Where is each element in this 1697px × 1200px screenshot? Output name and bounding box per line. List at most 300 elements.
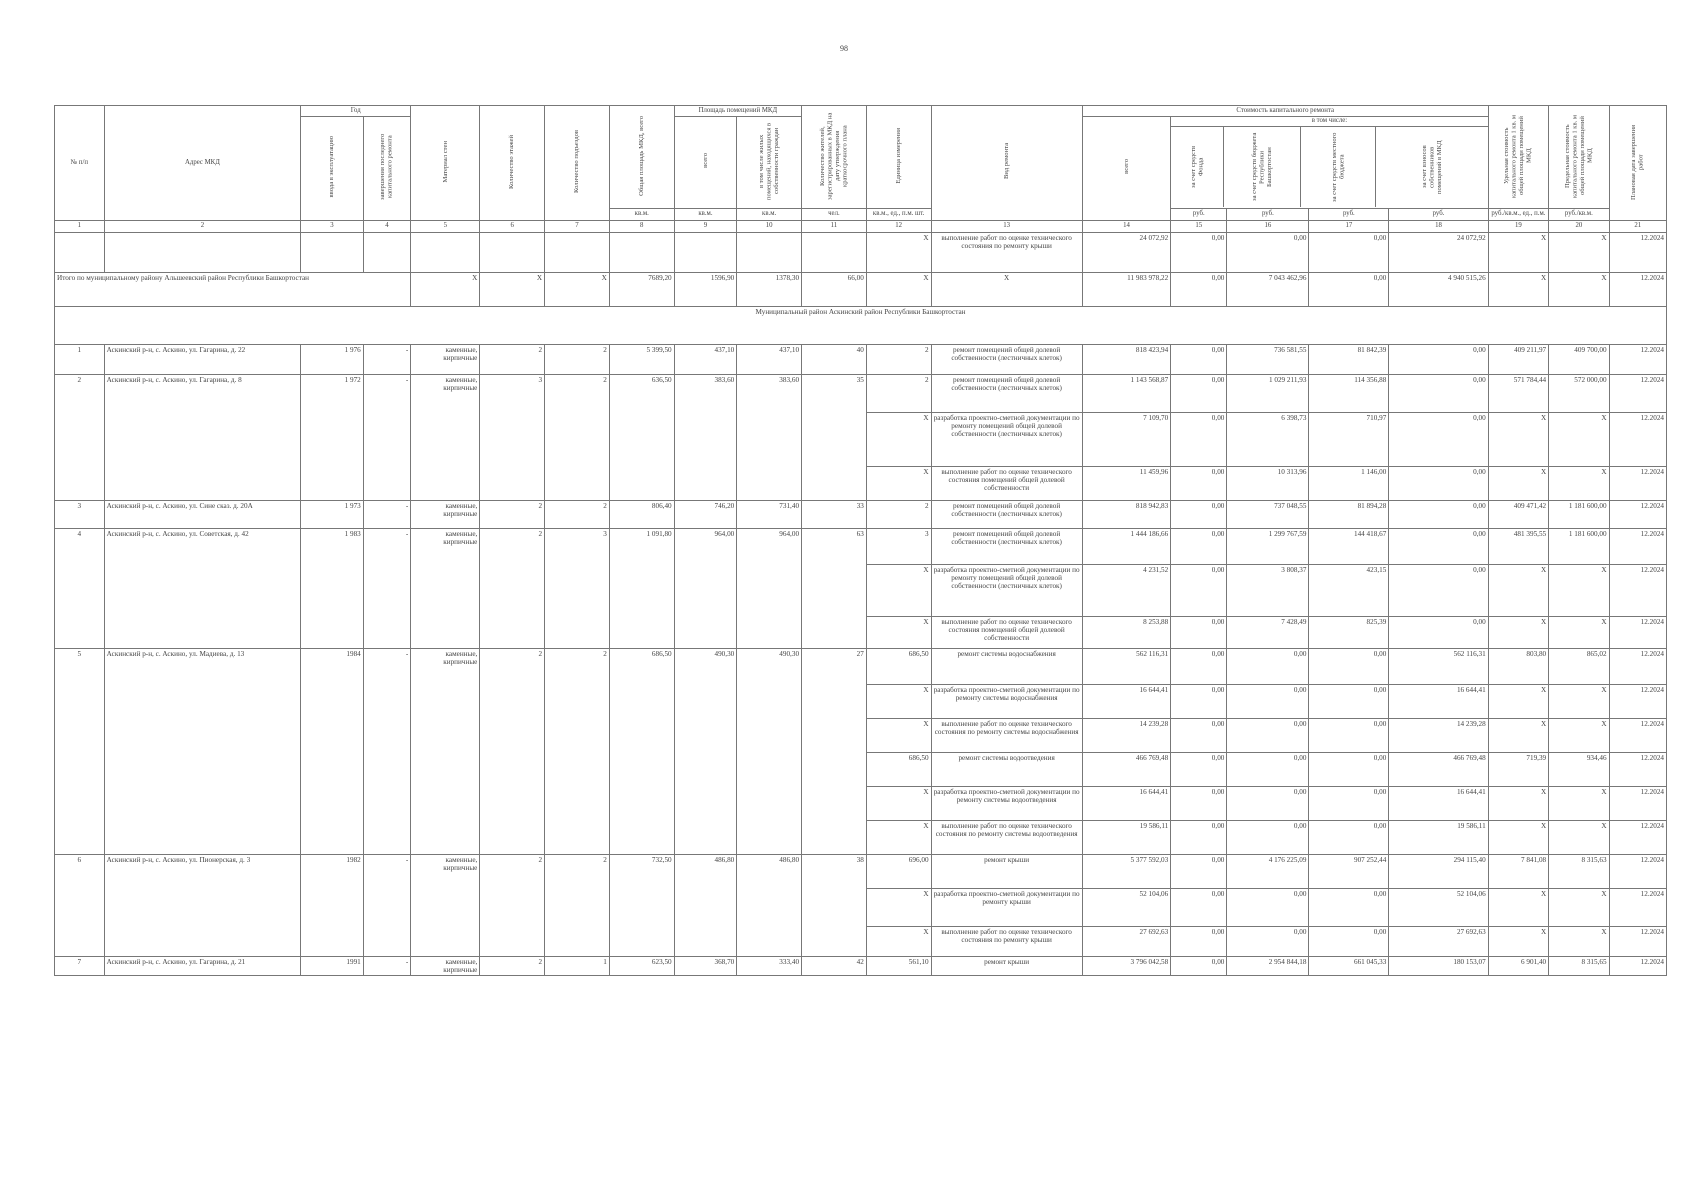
cell-max-cost: X [1549, 466, 1609, 500]
cell-entrances [545, 412, 610, 466]
cell-unit: 2 [866, 374, 931, 412]
column-number: 16 [1227, 220, 1309, 232]
cell-year-commissioning [301, 786, 364, 820]
cell-local: 0,00 [1309, 888, 1389, 926]
cell-owners: 4 940 515,26 [1389, 272, 1488, 306]
cell-total: 1 143 568,87 [1082, 374, 1171, 412]
table-row [55, 412, 1667, 466]
cell-year-commissioning: 1982 [301, 854, 364, 888]
cell-num: 4 [55, 528, 105, 564]
cell-address [104, 412, 300, 466]
cell-area-total: 437,10 [674, 344, 737, 374]
header-total-area: Общая площадь МКД, всего [637, 115, 645, 196]
cell-fund: 0,00 [1171, 232, 1227, 272]
cell-max-cost: X [1549, 820, 1609, 854]
cell-fund: 0,00 [1171, 500, 1227, 528]
cell-address: Аскинский р-н, с. Аскино, ул. Сине сказ. д. 20А [104, 500, 300, 528]
cell-unit-cost: X [1488, 232, 1548, 272]
cell-area-total [674, 786, 737, 820]
cell-work: разработка проектно-сметной документации по ремонту крыши [931, 888, 1082, 926]
column-numbers-row [55, 220, 1667, 232]
cell-residents: 66,00 [802, 272, 867, 306]
cell-local: 0,00 [1309, 718, 1389, 752]
cell-num: 6 [55, 854, 105, 888]
cell-work: ремонт крыши [931, 854, 1082, 888]
cell-year-commissioning [301, 412, 364, 466]
cell-wall [411, 820, 480, 854]
cell-year-last-repair [363, 888, 411, 926]
cell-fund: 0,00 [1171, 926, 1227, 956]
cell-unit-cost: X [1488, 564, 1548, 616]
cell-area [609, 466, 674, 500]
cell-year-commissioning [301, 616, 364, 648]
table-row [55, 564, 1667, 616]
cell-total: 3 796 042,58 [1082, 956, 1171, 976]
cell-date: 12.2024 [1609, 888, 1666, 926]
header-floors: Количество этажей [508, 134, 516, 189]
header-area-residential: в том числе жилых помещений, находящихся в собственности граждан [757, 122, 780, 200]
header-residents: Количество жителей, зарегистрированных в МКД на дату утверждения краткосрочного плана [818, 111, 849, 200]
column-number: 1 [55, 220, 105, 232]
cell-date: 12.2024 [1609, 500, 1666, 528]
cell-year-commissioning: 1984 [301, 648, 364, 684]
table-row [55, 752, 1667, 786]
cell-work: ремонт системы водоотведения [931, 752, 1082, 786]
cell-work: ремонт помещений общей долевой собственности (лестничных клеток) [931, 374, 1082, 412]
cell-address [104, 564, 300, 616]
cell-year-last-repair: - [363, 956, 411, 976]
cell-unit: X [866, 412, 931, 466]
cell-max-cost: X [1549, 412, 1609, 466]
cell-max-cost: 934,46 [1549, 752, 1609, 786]
cell-year-last-repair [363, 466, 411, 500]
cell-republic: 7 043 462,96 [1227, 272, 1309, 306]
cell-address: Аскинский р-н, с. Аскино, ул. Гагарина, д. 22 [104, 344, 300, 374]
cell-area [609, 926, 674, 956]
table-row [55, 926, 1667, 956]
cell-local: 114 356,88 [1309, 374, 1389, 412]
column-number: 19 [1488, 220, 1548, 232]
cell-area: 7689,20 [609, 272, 674, 306]
cell-area-residential: 490,30 [737, 648, 802, 684]
cell-work: выполнение работ по оценке технического состояния по ремонту крыши [931, 926, 1082, 956]
cell-year-commissioning: 1 972 [301, 374, 364, 412]
cell-entrances: 2 [545, 374, 610, 412]
cell-date: 12.2024 [1609, 466, 1666, 500]
cell-local: 0,00 [1309, 232, 1389, 272]
cell-num: 5 [55, 648, 105, 684]
cell-area-residential: 383,60 [737, 374, 802, 412]
cell-address [104, 684, 300, 718]
carry-over-row [55, 232, 1667, 272]
cell-year-last-repair: - [363, 648, 411, 684]
cell-residents [802, 786, 867, 820]
cell-unit: X [866, 786, 931, 820]
cell-total: 11 983 978,22 [1082, 272, 1171, 306]
cell-unit: 696,00 [866, 854, 931, 888]
cell-unit-cost: X [1488, 272, 1548, 306]
cell-year-commissioning: 1 976 [301, 344, 364, 374]
cell-owners: 294 115,40 [1389, 854, 1488, 888]
cell-date: 12.2024 [1609, 564, 1666, 616]
cell-floors [480, 684, 545, 718]
table-row [55, 786, 1667, 820]
cell-local: 81 894,28 [1309, 500, 1389, 528]
cell-max-cost: X [1549, 718, 1609, 752]
column-number: 3 [301, 220, 364, 232]
cell-area-residential: 437,10 [737, 344, 802, 374]
cell-floors [480, 926, 545, 956]
cell-year-last-repair [363, 820, 411, 854]
cell-republic: 0,00 [1227, 684, 1309, 718]
cell-area-total [674, 718, 737, 752]
cell-area-residential [737, 786, 802, 820]
page-number: 98 [840, 44, 848, 53]
cell-year-last-repair [363, 752, 411, 786]
cell-date: 12.2024 [1609, 412, 1666, 466]
cell-year-last-repair [363, 412, 411, 466]
cell-unit: X [866, 616, 931, 648]
cell-area: 636,50 [609, 374, 674, 412]
cell-unit-cost: X [1488, 684, 1548, 718]
cell-address [104, 718, 300, 752]
cell-year-commissioning: 1991 [301, 956, 364, 976]
column-number: 14 [1082, 220, 1171, 232]
column-number: 20 [1549, 220, 1609, 232]
cell-floors: 2 [480, 854, 545, 888]
cell-work: разработка проектно-сметной документации по ремонту системы водоотведения [931, 786, 1082, 820]
cell-entrances: X [545, 272, 610, 306]
cell-entrances: 2 [545, 500, 610, 528]
cell-unit: X [866, 718, 931, 752]
header-cost-total: всего [1122, 159, 1130, 175]
cell-work: разработка проектно-сметной документации по ремонту помещений общей долевой собственности (лестничных клеток) [931, 412, 1082, 466]
cell-area-residential [737, 412, 802, 466]
cell-local: 0,00 [1309, 272, 1389, 306]
cell-work: выполнение работ по оценке технического состояния по ремонту системы водоотведения [931, 820, 1082, 854]
cell-date: 12.2024 [1609, 272, 1666, 306]
cell-area [609, 888, 674, 926]
cell-area-residential [737, 888, 802, 926]
cell-year-last-repair [363, 684, 411, 718]
cell-num [55, 888, 105, 926]
cell-total: 14 239,28 [1082, 718, 1171, 752]
cell-unit: X [866, 564, 931, 616]
cell-unit: X [866, 888, 931, 926]
cell-residents [802, 564, 867, 616]
cell-floors [480, 616, 545, 648]
cell-entrances [545, 564, 610, 616]
cell-date: 12.2024 [1609, 786, 1666, 820]
unit-residents: чел. [802, 208, 867, 220]
cell-residents [802, 752, 867, 786]
cell-wall: каменные, кирпичные [411, 500, 480, 528]
table-row [55, 888, 1667, 926]
unit-cost-owners: руб. [1389, 208, 1488, 220]
cell-date: 12.2024 [1609, 648, 1666, 684]
cell-republic: 1 299 767,59 [1227, 528, 1309, 564]
cell-work: ремонт помещений общей долевой собственности (лестничных клеток) [931, 528, 1082, 564]
table-row [55, 344, 1667, 374]
cell-republic: 0,00 [1227, 232, 1309, 272]
cell-num: 1 [55, 344, 105, 374]
cell-fund: 0,00 [1171, 374, 1227, 412]
cell-total: 4 231,52 [1082, 564, 1171, 616]
cell-area-residential [737, 684, 802, 718]
cell-date: 12.2024 [1609, 718, 1666, 752]
cell-republic: 10 313,96 [1227, 466, 1309, 500]
cell-owners: 16 644,41 [1389, 684, 1488, 718]
table-row [55, 500, 1667, 528]
cell-local: 1 146,00 [1309, 466, 1389, 500]
header-year-last-repair: завершения последнего капитального ремонта [379, 133, 394, 201]
column-number: 9 [674, 220, 737, 232]
cell-address: Аскинский р-н, с. Аскино, ул. Советская, д. 42 [104, 528, 300, 564]
cell-unit-cost: 481 395,55 [1488, 528, 1548, 564]
cell-residents [802, 466, 867, 500]
column-number: 5 [411, 220, 480, 232]
cell-date: 12.2024 [1609, 684, 1666, 718]
header-plan-date: Плановая дата завершения работ [1630, 124, 1645, 200]
cell-work: разработка проектно-сметной документации по ремонту системы водоснабжения [931, 684, 1082, 718]
header-premises-area: Площадь помещений МКД [674, 106, 801, 117]
cell-local: 0,00 [1309, 752, 1389, 786]
cell-wall: каменные, кирпичные [411, 854, 480, 888]
unit-cost-republic: руб. [1227, 208, 1309, 220]
cell-total: 52 104,06 [1082, 888, 1171, 926]
cell-residents: 40 [802, 344, 867, 374]
cell-area-total: 383,60 [674, 374, 737, 412]
cell-address [104, 888, 300, 926]
cell-local: 0,00 [1309, 926, 1389, 956]
column-number: 11 [802, 220, 867, 232]
cell-wall: каменные, кирпичные [411, 528, 480, 564]
cell-area-residential: 486,80 [737, 854, 802, 888]
header-repair-type: Вид ремонта [1002, 143, 1010, 180]
cell-unit-cost: X [1488, 466, 1548, 500]
cell-wall [411, 466, 480, 500]
cell-num: 3 [55, 500, 105, 528]
totals-label: Итого по муниципальному району Альшеевский район Республики Башкортостан [55, 272, 411, 306]
header-cost-republic: за счет средств бюджета Республики Башкортостан [1250, 133, 1274, 202]
cell-work: ремонт системы водоснабжения [931, 648, 1082, 684]
cell-residents [802, 718, 867, 752]
table-row [55, 616, 1667, 648]
cell-fund: 0,00 [1171, 956, 1227, 976]
cell-unit-cost: X [1488, 786, 1548, 820]
cell-max-cost: X [1549, 888, 1609, 926]
cell-unit-cost: X [1488, 820, 1548, 854]
column-number: 17 [1309, 220, 1389, 232]
column-number: 7 [545, 220, 610, 232]
table-row [55, 684, 1667, 718]
cell-floors [480, 820, 545, 854]
cell-unit-cost: X [1488, 888, 1548, 926]
cell-max-cost: X [1549, 684, 1609, 718]
cell-total: 562 116,31 [1082, 648, 1171, 684]
cell-owners: 180 153,07 [1389, 956, 1488, 976]
cell-owners: 0,00 [1389, 528, 1488, 564]
cell-area-residential: 333,40 [737, 956, 802, 976]
cell-wall [411, 718, 480, 752]
table-row [55, 648, 1667, 684]
cell-max-cost: 8 315,63 [1549, 854, 1609, 888]
cell-area: 1 091,80 [609, 528, 674, 564]
table-header [55, 106, 1667, 233]
cell-date: 12.2024 [1609, 854, 1666, 888]
cell-wall: каменные, кирпичные [411, 374, 480, 412]
cell-local: 0,00 [1309, 820, 1389, 854]
cell-local: 661 045,33 [1309, 956, 1389, 976]
cell-address: Аскинский р-н, с. Аскино, ул. Пионерская, д. 3 [104, 854, 300, 888]
header-cost: Стоимость капитального ремонта [1082, 106, 1488, 117]
cell-unit: X [866, 684, 931, 718]
cell-unit-cost: X [1488, 412, 1548, 466]
cell-work: ремонт помещений общей долевой собственности (лестничных клеток) [931, 500, 1082, 528]
cell-total: 818 942,83 [1082, 500, 1171, 528]
cell-unit: X [866, 232, 931, 272]
cell-republic: 0,00 [1227, 752, 1309, 786]
cell-max-cost: X [1549, 926, 1609, 956]
cell-residents [802, 926, 867, 956]
cell-max-cost: 8 315,65 [1549, 956, 1609, 976]
table-row [55, 528, 1667, 564]
cell-owners: 0,00 [1389, 344, 1488, 374]
cell-area: 806,40 [609, 500, 674, 528]
cell-year-last-repair: - [363, 374, 411, 412]
table-row [55, 820, 1667, 854]
cell-unit: X [866, 272, 931, 306]
header-area-total: всего [701, 153, 709, 169]
cell-unit: 3 [866, 528, 931, 564]
cell-floors: 2 [480, 648, 545, 684]
cell-date: 12.2024 [1609, 232, 1666, 272]
header-year-commissioning: ввода в эксплуатацию [328, 136, 336, 198]
cell-year-last-repair: - [363, 528, 411, 564]
cell-area [609, 718, 674, 752]
column-number: 21 [1609, 220, 1666, 232]
cell-unit-cost: 7 841,08 [1488, 854, 1548, 888]
cell-local: 825,39 [1309, 616, 1389, 648]
cell-fund: 0,00 [1171, 718, 1227, 752]
section-title: Муниципальный район Аскинский район Республики Башкортостан [55, 306, 1667, 344]
unit-max-cost: руб./кв.м. [1549, 208, 1609, 220]
cell-floors: 2 [480, 500, 545, 528]
cell-work: ремонт крыши [931, 956, 1082, 976]
table-row [55, 718, 1667, 752]
cell-area [609, 412, 674, 466]
header-cost-local: за счет средств местного бюджета [1330, 132, 1346, 203]
cell-total: 27 692,63 [1082, 926, 1171, 956]
cell-num [55, 926, 105, 956]
cell-fund: 0,00 [1171, 648, 1227, 684]
cell-year-commissioning: 1 983 [301, 528, 364, 564]
cell-area-total [674, 684, 737, 718]
cell-republic: 0,00 [1227, 888, 1309, 926]
cell-fund: 0,00 [1171, 752, 1227, 786]
cell-local: 710,97 [1309, 412, 1389, 466]
cell-max-cost: 572 000,00 [1549, 374, 1609, 412]
cell-address [104, 752, 300, 786]
cell-year-last-repair: - [363, 344, 411, 374]
cell-year-commissioning: 1 973 [301, 500, 364, 528]
cell-floors: X [480, 272, 545, 306]
cell-total: 16 644,41 [1082, 786, 1171, 820]
cell-max-cost: X [1549, 786, 1609, 820]
capital-repair-table [54, 105, 1667, 976]
cell-num: 7 [55, 956, 105, 976]
cell-wall: каменные, кирпичные [411, 956, 480, 976]
cell-total: 19 586,11 [1082, 820, 1171, 854]
cell-date: 12.2024 [1609, 616, 1666, 648]
cell-local: 423,15 [1309, 564, 1389, 616]
cell-unit-cost: 719,39 [1488, 752, 1548, 786]
cell-fund: 0,00 [1171, 412, 1227, 466]
cell-republic: 0,00 [1227, 718, 1309, 752]
cell-max-cost: X [1549, 272, 1609, 306]
header-including: в том числе: [1171, 117, 1487, 127]
cell-local: 0,00 [1309, 786, 1389, 820]
cell-area [609, 786, 674, 820]
cell-residents: 38 [802, 854, 867, 888]
cell-fund: 0,00 [1171, 854, 1227, 888]
cell-entrances [545, 888, 610, 926]
cell-wall: X [411, 272, 480, 306]
cell-residents [802, 684, 867, 718]
cell-address [104, 466, 300, 500]
cell-fund: 0,00 [1171, 888, 1227, 926]
cell-owners: 0,00 [1389, 616, 1488, 648]
cell-num [55, 820, 105, 854]
cell-unit-cost: X [1488, 718, 1548, 752]
cell-floors [480, 412, 545, 466]
cell-max-cost: X [1549, 564, 1609, 616]
cell-area-residential [737, 926, 802, 956]
cell-floors [480, 888, 545, 926]
cell-work: выполнение работ по оценке технического состояния помещений общей долевой собственности [931, 616, 1082, 648]
cell-entrances [545, 718, 610, 752]
cell-unit-cost: 803,80 [1488, 648, 1548, 684]
cell-unit-cost: 571 784,44 [1488, 374, 1548, 412]
cell-area [609, 564, 674, 616]
cell-floors: 2 [480, 528, 545, 564]
cell-unit: X [866, 926, 931, 956]
cell-year-commissioning [301, 466, 364, 500]
cell-max-cost: 1 181 600,00 [1549, 528, 1609, 564]
cell-num [55, 684, 105, 718]
cell-work: выполнение работ по оценке технического состояния помещений общей долевой собственности [931, 466, 1082, 500]
cell-year-commissioning [301, 926, 364, 956]
cell-entrances [545, 616, 610, 648]
cell-area-total: 486,80 [674, 854, 737, 888]
cell-owners: 0,00 [1389, 374, 1488, 412]
cell-floors [480, 752, 545, 786]
cell-area-residential [737, 718, 802, 752]
cell-residents: 63 [802, 528, 867, 564]
cell-republic: 0,00 [1227, 926, 1309, 956]
cell-year-commissioning [301, 752, 364, 786]
cell-area [609, 684, 674, 718]
cell-republic: 6 398,73 [1227, 412, 1309, 466]
cell-owners: 0,00 [1389, 466, 1488, 500]
cell-year-last-repair [363, 786, 411, 820]
header-num: № п/п [55, 106, 105, 221]
column-number: 10 [737, 220, 802, 232]
cell-owners: 0,00 [1389, 500, 1488, 528]
header-cost-owners: за счет взносов собственников помещений в МКД [1420, 140, 1443, 195]
table-row [55, 374, 1667, 412]
cell-unit: 686,50 [866, 648, 931, 684]
